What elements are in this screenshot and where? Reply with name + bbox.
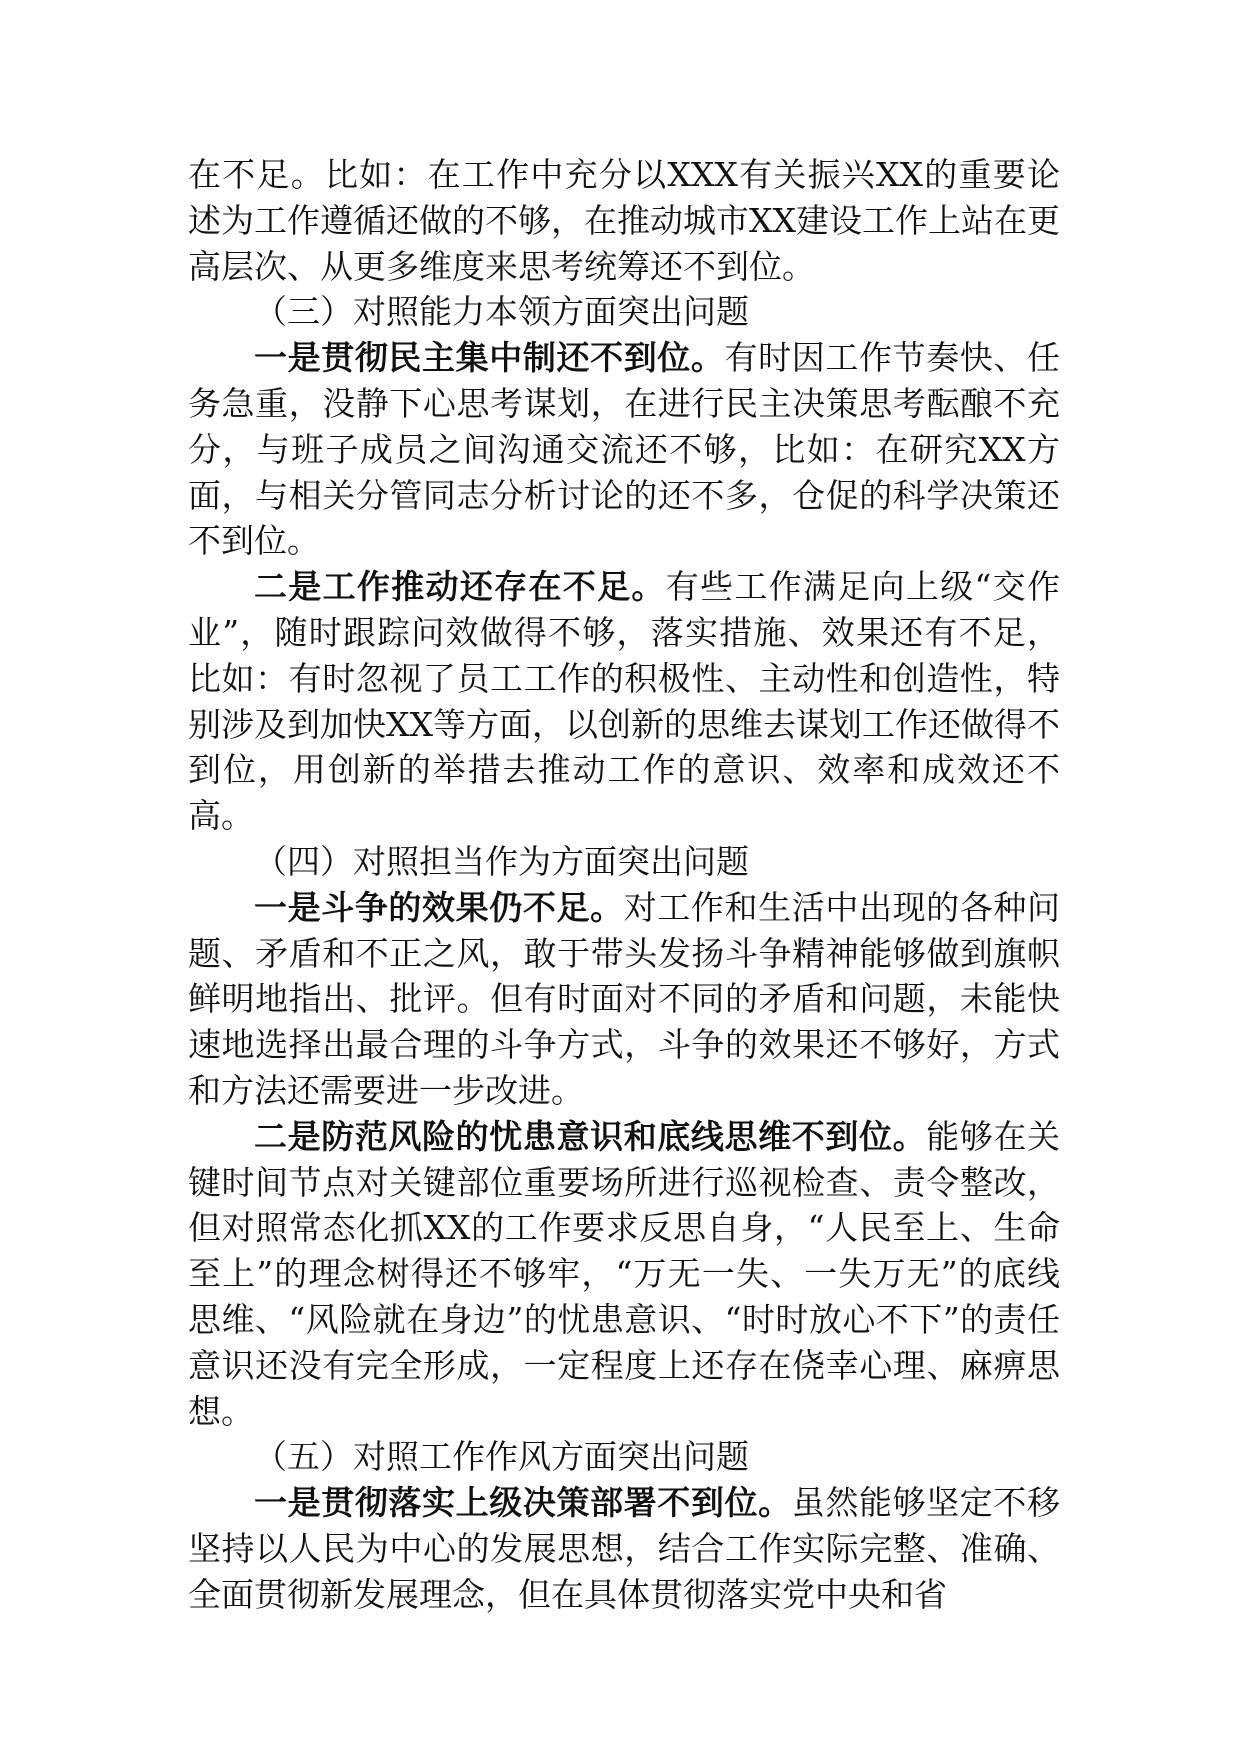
section-heading-five	[188, 1434, 1060, 1480]
document-body	[188, 152, 1060, 1618]
heading-text: （五）对照工作作风方面突出问题	[254, 1437, 749, 1477]
item-lead: 一是贯彻落实上级决策部署不到位。	[254, 1483, 792, 1523]
item-paragraph	[188, 885, 1060, 1114]
item-lead: 二是防范风险的忧患意识和底线思维不到位。	[254, 1116, 927, 1156]
item-lead: 一是斗争的效果仍不足。	[254, 887, 624, 927]
paragraph-text: 在不足。比如：在工作中充分以XXX有关振兴XX的重要论述为工作遵循还做的不够，在推动城市XX建设工作上站在更高层次、从更多维度来思考统筹还不到位。	[188, 155, 1060, 286]
item-text: 能够在关键时间节点对关键部位重要场所进行巡视检查、责令整改，但对照常态化抓XX的工作要求反思自身，“人民至上、生命至上”的理念树得还不够牢，“万无一失、一失万无”的底线思维、“风险就在身边”的忧患意识、“时时放心不下”的责任意识还没有完全形成，一定程度上还存在侥幸心理、麻痹思想。	[188, 1116, 1061, 1431]
item-lead: 一是贯彻民主集中制还不到位。	[254, 338, 725, 378]
item-text: 有时因工作节奏快、任务急重，没静下心思考谋划，在进行民主决策思考酝酿不充分，与班子成员之间沟通交流还不够，比如：在研究XX方面，与相关分管同志分析讨论的还不多，仓促的科学决策还不到位。	[188, 338, 1061, 561]
item-paragraph	[188, 564, 1060, 839]
item-text: 虽然能够坚定不移坚持以人民为中心的发展思想，结合工作实际完整、准确、全面贯彻新发展理念，但在具体贯彻落实党中央和省	[188, 1483, 1061, 1614]
heading-text: （四）对照担当作为方面突出问题	[254, 841, 749, 881]
item-paragraph	[188, 1480, 1060, 1617]
item-lead: 二是工作推动还存在不足。	[254, 567, 666, 607]
item-text: 有些工作满足向上级“交作业”，随时跟踪问效做得不够，落实措施、效果还有不足，比如：有时忽视了员工工作的积极性、主动性和创造性，特别涉及到加快XX等方面，以创新的思维去谋划工作还做得不到位，用创新的举措去推动工作的意识、效率和成效还不高。	[188, 567, 1060, 836]
item-text: 对工作和生活中出现的各种问题、矛盾和不正之风，敢于带头发扬斗争精神能够做到旗帜鲜明地指出、批评。但有时面对不同的矛盾和问题，未能快速地选择出最合理的斗争方式，斗争的效果还不够好，方式和方法还需要进一步改进。	[188, 887, 1061, 1110]
heading-text: （三）对照能力本领方面突出问题	[254, 292, 749, 332]
item-paragraph	[188, 335, 1060, 564]
section-heading-three	[188, 289, 1060, 335]
continuation-paragraph	[188, 152, 1060, 289]
section-heading-four	[188, 839, 1060, 885]
item-paragraph	[188, 1114, 1060, 1435]
